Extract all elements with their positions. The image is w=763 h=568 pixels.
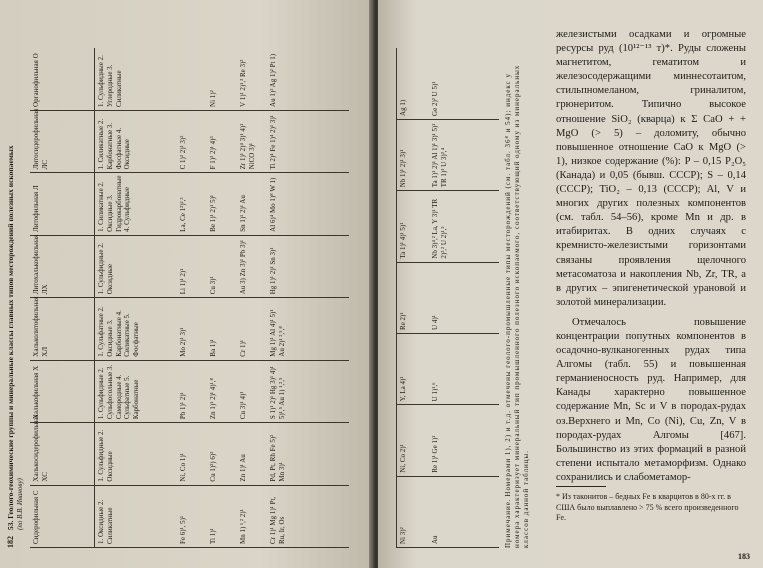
table-cell: Pb 1)¹ 2)¹ [177,360,207,422]
table-footnote [504,48,531,548]
table-cell: 1. Силикатные 2. Карбонатные 3. Фосфатные 4. Оксидные [95,110,178,172]
table-cell: Ni, Co 1)¹ [177,423,207,485]
header-cell: Халькофильная Х [30,360,95,422]
table-cell: Cu 3)¹ 4)¹ [237,360,267,422]
table-cell: 1. Сульфатные 2. Оксидные 3. Карбонатные 4. Силикатные 5. Фосфатные [95,298,178,360]
header-cell: Литофильная Л [30,173,95,235]
table-row [237,48,267,548]
right-page-number: 183 [738,552,750,561]
table-cell: Mg 1)¹ Al 4)¹ 5)¹ Au 2)¹ ²,⁵,⁸ [267,298,349,360]
table-cell: S 1)¹ 2)¹ Hg 3)¹ 4)¹ 5)¹,⁵ Au 1) ¹,²,⁵ [267,360,349,422]
table-cell: V 1)¹ 2)¹,³ Re 3)³ [237,48,267,110]
table-cell: Mn 1) ¹,² 2)¹ [237,485,267,547]
right-page-content [378,0,763,568]
table-cell: Re 2)¹ [397,262,430,333]
header-cell: Халькосидерофильная ХС [30,423,95,485]
table-cell: 1. Сульфидные 2. Углеродные 3. Силикатные [95,48,178,110]
header-cell: Сидерофильная С [30,485,95,547]
table-cell: 1. Силикатные 2. Оксидные 3. Гидрокарбонатные 4. Сульфидные [95,173,178,235]
table-cell: Ti 2)⁴ Fe 1)⁴ 2)¹ 3)¹ [267,110,349,172]
geochemical-table [30,48,349,548]
table-cell: Mo 2)¹ 3)¹ [177,298,207,360]
footnote-divider [556,486,606,487]
paragraph: Отмечалось повышение концентрации попутных компонентов в осадочно-вулканогенных рудах типа Алгомы (табл. 55) и повышенная германиеносность руд. Например, для Канады характерно повышенное содержание Mn, Sc и V в породах-рудах оз.Верхнего и Mn, Co (Ni), Cu, Zn, V в породах-рудах Алгомы [467]. Большинство из этих формаций в разной степени испытало метаморфизм. Однако сохранились и слабометамор- [556,316,746,483]
left-page [0,0,373,568]
table-cell: Ni 1)² [207,48,237,110]
table-cell: 1. Оксидные 2. Силикатные [95,485,178,547]
table-cell: La, Ce 1²)²,³ [177,173,207,235]
table-row [429,48,499,548]
table-cell [177,48,207,110]
table-cell: Cr 1)¹ [237,298,267,360]
table-row [177,48,207,548]
table-cell: Nb 1)¹ 2)¹ 3)¹ [397,119,430,190]
table-cell: Ge 2)² U 5)¹ [429,48,499,119]
right-page [378,0,763,568]
table-cell: Li 1)¹ 2)¹ [177,235,207,297]
table-cell: Au 3) Zn 3)¹ Pb 3)¹ [237,235,267,297]
header-cell: Органофильная О [30,48,95,110]
table-cell: Ta 1)¹ 2)¹ Al 1)¹ 3)¹ 5)¹ TR 1)¹ U 3)³,⁴ [429,119,499,190]
table-cell: Re 1)¹ Ge 1)¹ [429,405,499,476]
footnote-label: Примечание. [504,498,512,548]
table-cell: 1. Сульфидные 2. Оксидные [95,423,178,485]
table-cell: Zn 1)¹ Au [237,423,267,485]
table-continuation [396,48,499,548]
table-cell: Fe 6)¹, 5)¹ [177,485,207,547]
table-cell: U 1)¹,⁶ [429,333,499,404]
table-cell: Ag 1) [397,48,430,119]
table-cell: Hg 1)¹ 2)¹ Sn 3)¹ [267,235,349,297]
rotated-table-block [0,28,373,568]
table-cell: Ta 1)¹ 4)¹ 5)¹ [397,191,430,262]
table-cell: Au [429,476,499,547]
table-row [207,48,237,548]
table-cell: Pd, Pt, Rh Fe 5)² Mn 3)¹ [267,423,349,485]
table-cell: Zr 1)¹ 2)⁴ 3)¹ 4)¹ NiCO 3)¹ [237,110,267,172]
table-row [95,48,178,548]
table-header-row [30,48,95,548]
page-footnote: * Из таконитов – бедных Fe в кварцитов в 80-х гг. в США было выплавлено > 75 % всего произведенного Fe. [556,492,739,522]
table-cell: Cu 3)¹ [207,235,237,297]
header-cell: Литосидерофильная ЛС [30,110,95,172]
left-page-number: 182 [6,536,15,548]
table-cell: U 4)¹ [429,262,499,333]
header-cell: Литохалькофильная ЛХ [30,235,95,297]
table-cell: 1. Сульфидные 2. Сульфосольные 3. Самородные 4. Сульфатные 5. Карбонатные [95,360,178,422]
table-row [397,48,430,548]
table-cell: Cr 1)¹ Mg 1)¹ Pt, Ru, Ir, Os [267,485,349,547]
table-cell: Sn 1)¹ 2)¹ Au [237,173,267,235]
table-cell: Al 6)⁴ Mo 1)⁸ W 1) [267,173,349,235]
table-cell: C 1)³ 2)¹ 3)² [177,110,207,172]
table-cell: Cu 1)²) 6)² [207,423,237,485]
table-cell: Y, La 4)¹ [397,333,430,404]
table-cell: Ni 3)² [397,476,430,547]
table-cell: Zn 1)¹ 2)¹ 4)¹,⁸ [207,360,237,422]
table-cell: Ba 1)¹ [207,298,237,360]
table-cell: Au 1)³ Ag 1)² Pt 1) [267,48,349,110]
paragraph: железистыми осадками и огромные ресурсы руд (10¹²⁻¹³ т)*. Руды сложены магнетитом, гематитом и железосодержащими миннесотаитом, стильпномеланом, гриналитом, грюнеритом. Типично высокое отношение SiO₂ (кварца) к Σ CaO + + MgO (> 5) – доломиту, обычно повышенное отношение CaO к MgO (> 1), низкое содержание (%): P – 0,15 P₂O₅ (Канада) и 0,05 (бывш. СССР); S – 0,14 (СССР); TiO₂ – 0,13 (СССР); Al, V и многих других полезных компонентов (см. табл. 54–56), кроме Mn и др. в итабиритах. В одних случаях с кремнисто-железистыми горизонтами связаны проявления щелочного метасоматоза и накопления Nb, Zr, TR, а в других – эпигенетической урановой и золотой минерализации. [556,29,746,308]
table-row [267,48,349,548]
header-cell: Хальколитофильная ХЛ [30,298,95,360]
table-cell: Ni, Co 2)¹ [397,405,430,476]
table-subtitle: (по В.В. Иванову) [16,478,24,530]
table-title: 53. Геолого-геохимические группы и минеральные классы главных типов месторождений полезных ископаемых [6,145,15,530]
table-cell: Ti 1)¹ [207,485,237,547]
table-cell: F 1)² 2)¹ 4)³ [207,110,237,172]
table-cell: 1. Сульфидные 2. Оксидные [95,235,178,297]
main-text-column [556,28,746,485]
rotated-table-continuation [392,28,562,568]
footnote-text: Номерами 1), 2) и т.д. отмечены геолого-промышленные типы месторождений (см. табл. 36⁸ и 54); индекс у номера характеризует минеральный тип промышленного полезного ископаемого, соответствующий одному из минеральных классов данной таблицы. [504,64,531,548]
table-cell: Nb 3)⁴,² La, Y 3)¹ TR 2)³,² U 2)¹,² [429,191,499,262]
table-cell: Be 1)¹ 2)¹ 5)¹ [207,173,237,235]
